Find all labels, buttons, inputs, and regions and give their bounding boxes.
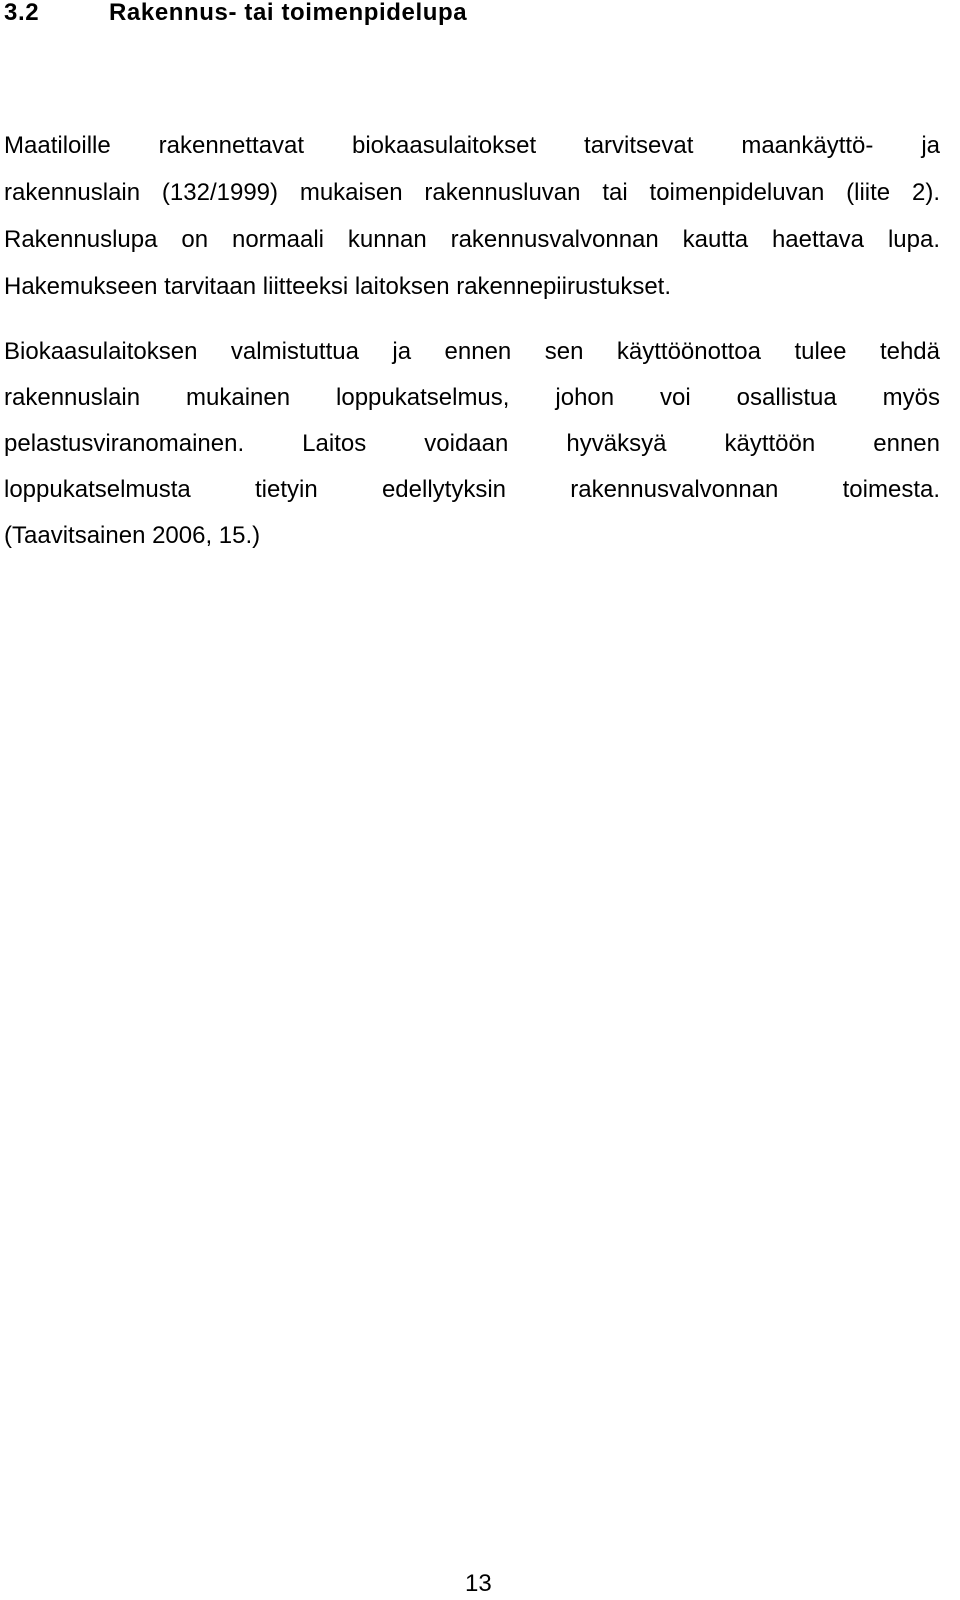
section-heading (4, 0, 467, 28)
page-number: 13 (465, 1570, 492, 1597)
paragraph-line: Hakemukseen tarvitaan liitteeksi laitoksen rakennepiirustukset. (4, 273, 671, 300)
paragraph-line: loppukatselmusta tietyin edellytyksin rakennusvalvonnan toimesta. (4, 476, 940, 503)
section-title: Rakennus- tai toimenpidelupa (109, 0, 468, 26)
paragraph-line: rakennuslain (132/1999) mukaisen rakennusluvan tai toimenpideluvan (liite 2). (4, 179, 940, 206)
paragraph-line: Biokaasulaitoksen valmistuttua ja ennen sen käyttöönottoa tulee tehdä (4, 338, 940, 365)
section-number: 3.2 (4, 0, 40, 26)
paragraph-building-permit (4, 134, 940, 322)
paragraph-line: Rakennuslupa on normaali kunnan rakennusvalvonnan kautta haettava lupa. (4, 226, 940, 253)
paragraph-line: Maatiloille rakennettavat biokaasulaitokset tarvitsevat maankäyttö- ja (4, 132, 940, 159)
paragraph-line: rakennuslain mukainen loppukatselmus, johon voi osallistua myös (4, 384, 940, 411)
paragraph-line: (Taavitsainen 2006, 15.) (4, 522, 261, 549)
paragraph-line: pelastusviranomainen. Laitos voidaan hyväksyä käyttöön ennen (4, 430, 940, 457)
paragraph-final-inspection (4, 340, 940, 570)
